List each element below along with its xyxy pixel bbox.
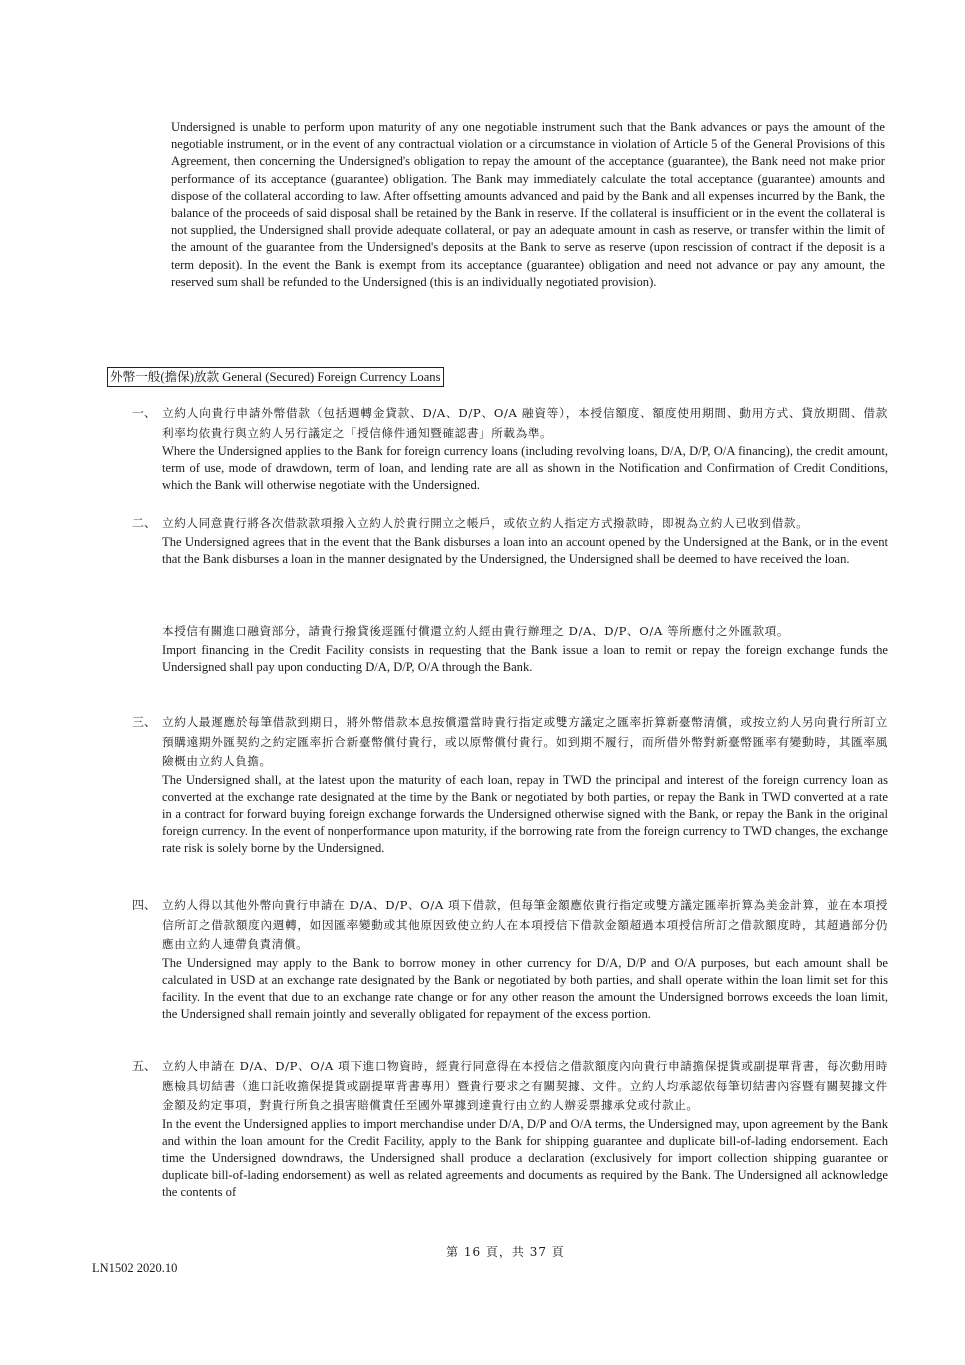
section-title: 外幣一般(擔保)放款 General (Secured) Foreign Currency Loans xyxy=(107,367,444,387)
clause-text-zh: 立約人申請在 D/A、D/P、O/A 項下進口物資時，經貴行同意得在本授信之借款額度內向貴行申請擔保提貨或副提單背書，每次動用時應檢具切結書（進口託收擔保提貨或副提單背書專用）暨貴行要求之有關契據、文件。立約人均承認依每筆切結書內容暨有關契據文件金額及約定事項，對貴行所負之損害賠償責任至國外單據到達貴行由立約人辦妥票據承兌或付款止。 xyxy=(162,1059,888,1112)
clause-text-en: The Undersigned agrees that in the event that the Bank disburses a loan into an account opened by the Undersigned at the Bank, or in the event that the Bank disburses a loan in the manner designated by the Undersigned, the Undersigned shall be deemed to have received the loan. xyxy=(162,534,888,566)
clause-5 xyxy=(132,1057,888,1202)
clause-2 xyxy=(132,514,888,568)
clause-text-en: Where the Undersigned applies to the Bank for foreign currency loans (including revolving loans, D/A, D/P, O/A financing), the credit amount, term of use, mode of drawdown, term of loan, and lending rate are all as shown in the Notification and Confirmation of Credit Conditions, which the Bank will otherwise negotiate with the Undersigned. xyxy=(162,444,888,493)
clause-2-import-financing xyxy=(162,622,888,676)
clause-1 xyxy=(132,404,888,495)
document-code: LN1502 2020.10 xyxy=(92,1261,178,1275)
clause-text-zh: 立約人同意貴行將各次借款款項撥入立約人於貴行開立之帳戶，或依立約人指定方式撥款時，即視為立約人已收到借款。 xyxy=(162,516,809,530)
intro-paragraph: Undersigned is unable to perform upon maturity of any one negotiable instrument such that the Bank advances or pays the amount of the negotiable instrument, or in the event of any contractual violation or a circumstance in violation of Article 5 of the General Provisions of this Agreement, then concerning the Undersigned's obligation to repay the amount of the acceptance (guarantee), the Bank need not make prior performance of its acceptance (guarantee) obligation. The Bank may immediately calculate the total acceptance (guarantee) amounts and dispose of the collateral according to law. After offsetting amounts advanced and paid by the Bank and all expenses incurred by the Bank, the balance of the proceeds of said disposal shall be retained by the Bank in reserve. If the collateral is insufficient or in the event the collateral is not supplied, the Undersigned shall provide adequate collateral, or pay an adequate amount in cash as reserve, or transfer within the limit of the amount of the guarantee from the Undersigned's deposits at the Bank to serve as reserve (upon rescission of contract if the deposit is a term deposit). In the event the Bank is exempt from its acceptance (guarantee) obligation and need not advance or pay any amount, the reserved sum shall be refunded to the Undersigned (this is an individually negotiated provision). xyxy=(171,120,885,289)
clause-4 xyxy=(132,896,888,1023)
clause-text-zh: 立約人得以其他外幣向貴行申請在 D/A、D/P、O/A 項下借款，但每筆金額應依貴行指定或雙方議定匯率折算為美金計算，並在本項授信所訂之借款額度內週轉，如因匯率變動或其他原因致使立約人在本項授信下借款金額超過本項授信所訂之借款額度時，其超過部分仍應由立約人連帶負責清償。 xyxy=(162,898,888,951)
clause-number: 三、 xyxy=(132,715,157,729)
clause-number: 二、 xyxy=(132,516,157,530)
clause-text-zh: 立約人向貴行申請外幣借款（包括週轉金貸款、D/A、D/P、O/A 融資等），本授信額度、額度使用期間、動用方式、貸放期間、借款利率均依貴行與立約人另行議定之「授信條件通知暨確認書」所載為準。 xyxy=(162,406,888,440)
clause-3 xyxy=(132,713,888,858)
clause-number: 四、 xyxy=(132,898,157,912)
clause-text-en: The Undersigned shall, at the latest upon the maturity of each loan, repay in TWD the principal and interest of the foreign currency loan as converted at the exchange rate designated at the time by the Bank or negotiated by both parties, or repay the Bank in TWD converted at a rate in a contract for forward buying foreign exchange forwards the Undersigned otherwise signed with the Bank, or repay the Bank in the original foreign currency. In the event of nonperformance upon maturity, if the borrowing rate from the foreign currency to TWD changes, the exchange rate risk is solely borne by the Undersigned. xyxy=(162,772,888,856)
clause-text-en: In the event the Undersigned applies to import merchandise under D/A, D/P and O/A terms, the Undersigned may, upon agreement by the Bank and within the loan amount for the Credit Facility, apply to the Bank for shipping guarantee and duplicate bill-of-lading endorsement. Each time the Undersigned downdraws, the Undersigned shall produce a declaration (exclusively for import collection shipping guarantee or duplicate bill-of-lading endorsement) as well as related agreements and documents as required by the Bank. The Undersigned all acknowledge the contents of xyxy=(162,1116,888,1200)
clause-text-en: The Undersigned may apply to the Bank to borrow money in other currency for D/A, D/P and O/A purposes, but each amount shall be calculated in USD at an exchange rate designated by the Bank or negotiated by both parties, and shall operate within the loan limit set for this facility. In the event that due to an exchange rate change or for any other reason the amount the Undersigned borrows exceeds the loan limit, the Undersigned shall remain jointly and severally obligated for repayment of the excess portion. xyxy=(162,955,888,1022)
clause-text-en: Import financing in the Credit Facility consists in requesting that the Bank issue a loan to remit or repay the foreign exchange funds the Undersigned shall pay upon conducting D/A, D/P, O/A through the Bank. xyxy=(162,642,888,674)
clause-number: 五、 xyxy=(132,1059,157,1073)
clause-text-zh: 本授信有關進口融資部分，請貴行撥貸後逕匯付償還立約人經由貴行辦理之 D/A、D/P、O/A 等所應付之外匯款項。 xyxy=(162,624,790,638)
clause-number: 一、 xyxy=(132,406,157,420)
clause-text-zh: 立約人最遲應於每筆借款到期日，將外幣借款本息按償還當時貴行指定或雙方議定之匯率折算新臺幣清償，或按立約人另向貴行所訂立預購遠期外匯契約之約定匯率折合新臺幣償付貴行，或以原幣償付貴行。如到期不履行，而所借外幣對新臺幣匯率有變動時，其匯率風險概由立約人負擔。 xyxy=(162,715,888,768)
page-number: 第 16 頁，共 37 頁 xyxy=(446,1245,565,1259)
